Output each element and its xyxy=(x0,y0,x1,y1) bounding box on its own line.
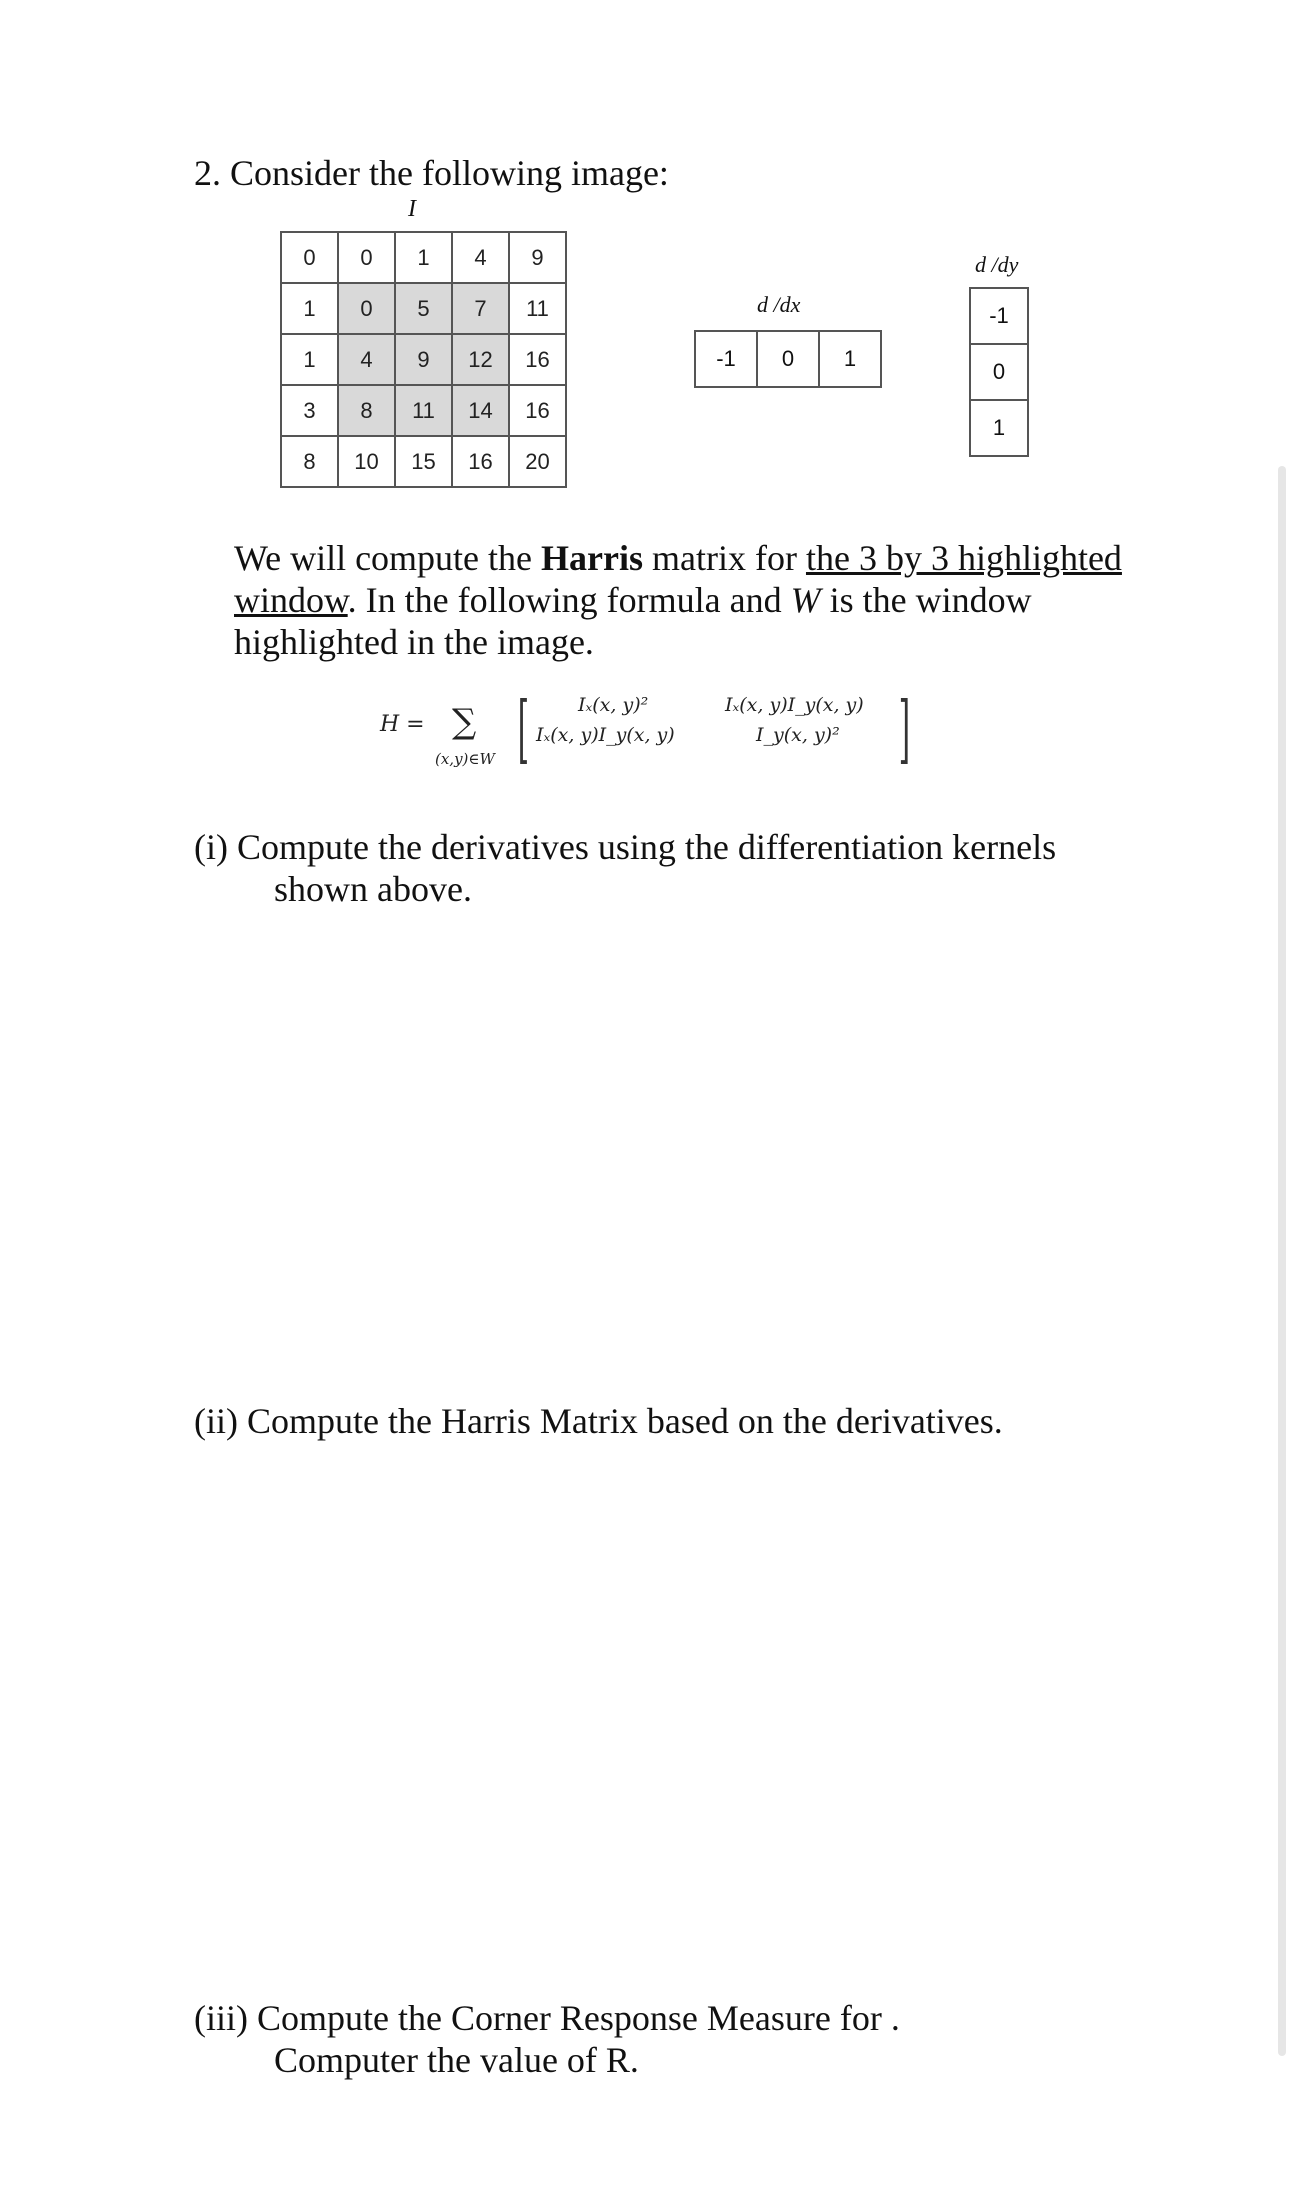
image-cell: 8 xyxy=(281,436,338,487)
image-cell-highlighted: 4 xyxy=(338,334,395,385)
image-cell: 9 xyxy=(509,232,566,283)
formula-right-bracket: ] xyxy=(898,686,911,772)
image-cell: 1 xyxy=(395,232,452,283)
image-cell: 0 xyxy=(281,232,338,283)
image-cell: 0 xyxy=(338,232,395,283)
kernel-x-label: d /dx xyxy=(757,292,801,317)
para-bold-harris: Harris xyxy=(541,538,644,578)
kernel-y-cell: -1 xyxy=(970,288,1028,344)
para-underline: window xyxy=(234,580,348,620)
image-cell-highlighted: 12 xyxy=(452,334,509,385)
part-iii-line1: (iii) Compute the Corner Response Measure for . xyxy=(194,1998,900,2038)
formula-subscript: (x,y)∈W xyxy=(435,750,495,768)
image-cell: 10 xyxy=(338,436,395,487)
question-title: 2. Consider the following image: xyxy=(194,153,669,193)
scrollbar[interactable] xyxy=(1278,466,1286,2056)
kernel-y-label: d /dy xyxy=(975,252,1019,277)
image-cell: 1 xyxy=(281,334,338,385)
image-row xyxy=(281,283,566,334)
image-cell-highlighted: 7 xyxy=(452,283,509,334)
image-row xyxy=(281,385,566,436)
image-cell-highlighted: 8 xyxy=(338,385,395,436)
image-cell: 16 xyxy=(509,334,566,385)
para-text: . In the following formula and xyxy=(347,580,791,620)
image-cell: 4 xyxy=(452,232,509,283)
image-cell-highlighted: 14 xyxy=(452,385,509,436)
image-cell: 1 xyxy=(281,283,338,334)
image-row xyxy=(281,436,566,487)
formula-a11: Iₓ(x, y)² xyxy=(578,694,649,716)
description-paragraph xyxy=(234,537,1134,663)
part-i-line1: (i) Compute the derivatives using the differentiation kernels xyxy=(194,827,1057,867)
kernel-x-cell: -1 xyxy=(695,331,757,387)
part-i-line2: shown above. xyxy=(274,869,472,909)
formula-a21: Iₓ(x, y)I_y(x, y) xyxy=(536,724,675,746)
kernel-x-grid xyxy=(694,330,882,388)
image-cell: 16 xyxy=(509,385,566,436)
image-cell: 15 xyxy=(395,436,452,487)
kernel-y-cell: 0 xyxy=(970,344,1028,400)
formula-h: H = xyxy=(380,712,425,737)
para-italic-w: W xyxy=(790,580,821,620)
kernel-x-cell: 0 xyxy=(757,331,819,387)
kernel-x-cell: 1 xyxy=(819,331,881,387)
para-text: We will compute the xyxy=(234,538,542,578)
para-text: highlighted in the image. xyxy=(234,622,594,662)
formula-a12: Iₓ(x, y)I_y(x, y) xyxy=(725,694,864,716)
part-iii-line2: Computer the value of R. xyxy=(274,2040,639,2080)
para-underline: the 3 by 3 highlighted xyxy=(805,538,1122,578)
kernel-y-cell: 1 xyxy=(970,400,1028,456)
formula-sum: ∑ xyxy=(452,702,477,742)
image-grid xyxy=(280,231,567,488)
image-cell: 16 xyxy=(452,436,509,487)
image-cell: 20 xyxy=(509,436,566,487)
image-row xyxy=(281,232,566,283)
para-text: is the window xyxy=(820,580,1032,620)
harris-formula xyxy=(380,686,940,790)
image-cell: 11 xyxy=(509,283,566,334)
image-cell-highlighted: 5 xyxy=(395,283,452,334)
image-cell-highlighted: 0 xyxy=(338,283,395,334)
kernel-y-grid xyxy=(969,287,1029,457)
formula-a22: I_y(x, y)² xyxy=(756,724,840,746)
image-cell-highlighted: 9 xyxy=(395,334,452,385)
para-text: matrix for xyxy=(643,538,806,578)
part-ii: (ii) Compute the Harris Matrix based on the derivatives. xyxy=(194,1401,1003,1441)
image-label: I xyxy=(408,196,416,222)
image-cell: 3 xyxy=(281,385,338,436)
image-row xyxy=(281,334,566,385)
formula-left-bracket: [ xyxy=(517,686,530,772)
image-cell-highlighted: 11 xyxy=(395,385,452,436)
